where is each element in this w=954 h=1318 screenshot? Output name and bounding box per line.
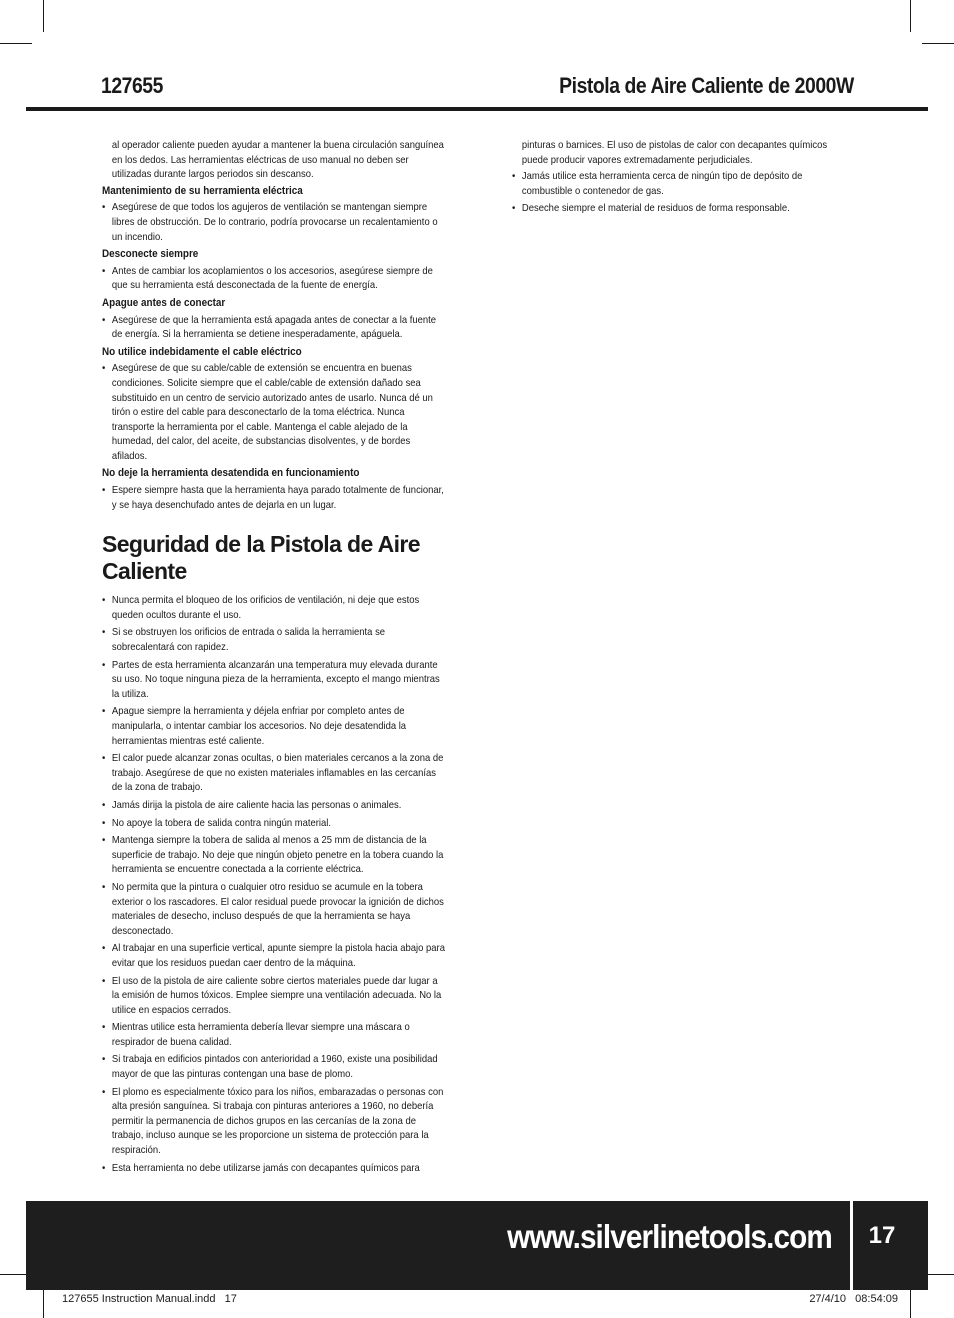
bullet-icon: • [102,313,106,326]
bullet-icon: • [102,974,106,987]
bullet-icon: • [102,1161,106,1174]
list-item: • Jamás utilice esta herramienta cerca de ningún tipo de depósito de combustible o contenedor de gas. [512,170,803,197]
subsection-heading: No utilice indebidamente el cable eléctrico [102,345,302,358]
slug-date: 27/4/10 08:54:09 [809,1293,898,1305]
list-item: • Antes de cambiar los acoplamientos o los accesorios, asegúrese siempre de que su herramienta está desconectada de la fuente de energía. [102,264,433,292]
crop-mark [910,0,911,32]
bullet-icon: • [102,752,106,765]
bullet-icon: • [102,834,106,847]
list-item: • Deseche siempre el material de residuos de forma responsable. [512,202,790,215]
list-item: • El calor puede alcanzar zonas ocultas, o bien materiales cercanos a la zona de trabajo. Asegúrese de que no existen materiales inflamables en las cercanías de la zona de trabajo. [102,752,444,794]
crop-mark [922,43,954,44]
intro-continuation: al operador caliente pueden ayudar a mantener la buena circulación sanguínea en los dedos. Las herramientas eléctricas de uso manual no deben ser utilizadas durante largos periodos sin descanso. [111,139,444,181]
slug-file-info: 127655 Instruction Manual.indd 17 [62,1293,237,1305]
list-item: • Asegúrese de que todos los agujeros de ventilación se mantengan siempre libres de obstrucción. De lo contrario, podría provocarse un recalentamiento o un incendio. [102,201,438,243]
list-item: • Si trabaja en edificios pintados con anterioridad a 1960, existe una posibilidad mayor de que las pinturas contengan una base de plomo. [102,1053,438,1081]
subsection-heading: Mantenimiento de su herramienta eléctrica [102,184,303,197]
bullet-icon: • [102,264,106,277]
list-item: • Nunca permita el bloqueo de los orificios de ventilación, ni deje que estos queden ocultos durante el uso. [102,594,420,621]
header-rule [26,107,928,111]
crop-mark [43,1286,44,1318]
bullet-icon: • [512,170,516,183]
bullet-icon: • [102,942,106,955]
subsection-heading: No deje la herramienta desatendida en funcionamiento [102,467,360,480]
product-code: 127655 [101,73,163,98]
page-title: Pistola de Aire Caliente de 2000W [559,73,854,98]
bullet-icon: • [102,1085,106,1098]
subsection-heading: Apague antes de conectar [102,296,226,309]
list-item: • Apague siempre la herramienta y déjela enfriar por completo antes de manipularla, o intentar cambiar los accesorios. No deje desatendida la herramientas mientras esté caliente. [102,705,407,747]
list-item: • Espere siempre hasta que la herramienta haya parado totalmente de funcionar, y se haya desenchufado antes de dejarla en un lugar. [102,484,444,511]
list-item: • Al trabajar en una superficie vertical, apunte siempre la pistola hacia abajo para evitar que los residuos puedan caer dentro de la máquina. [102,942,445,969]
crop-mark [0,43,32,44]
bullet-list [102,264,447,293]
bullet-icon: • [102,201,106,214]
list-item: • Jamás dirija la pistola de aire caliente hacia las personas o animales. [102,798,402,811]
page-number: 17 [868,1222,896,1249]
bullet-icon: • [102,1053,106,1066]
subsection-heading: Desconecte siempre [102,248,199,261]
bullet-list [102,483,447,512]
bullet-icon: • [512,202,516,215]
section-title: Seguridad de la Pistola de Aire Caliente [102,531,420,585]
bullet-icon: • [102,658,106,671]
bullet-icon: • [102,484,106,497]
bullet-list [512,169,852,216]
crop-mark [43,0,44,32]
bullet-icon: • [102,626,106,639]
bullet-icon: • [102,594,106,607]
right-column [512,138,852,219]
list-item: • Si se obstruyen los orificios de entrada o salida la herramienta se sobrecalentará con rapidez. [102,626,386,654]
safety-bullet-list [102,593,447,1175]
list-item: • No apoye la tobera de salida contra ningún material. [102,816,331,829]
bullet-icon: • [102,816,106,829]
crop-mark [910,1286,911,1318]
bullet-icon: • [102,705,106,718]
list-item: • Esta herramienta no debe utilizarse jamás con decapantes químicos para [102,1161,420,1174]
list-item: • Mientras utilice esta herramienta debería llevar siempre una máscara o respirador de buena calidad. [102,1021,410,1048]
bullet-icon: • [102,880,106,893]
list-item: • Asegúrese de que su cable/cable de extensión se encuentra en buenas condiciones. Solicite siempre que el cable/cable de extensión dañado sea substituido en un centro de servicio autorizado antes de usarlo. Nunca dé un tirón o estire del cable para desconectarlo de la toma eléctrica. Nunca transporte la herramienta por el cable. Mantenga el cable alejado de la humedad, del calor, del aceite, de substancias disolventes, y de bordes afilados. [102,362,433,462]
list-item: • El plomo es especialmente tóxico para los niños, embarazadas o personas con alta presión sanguínea. Si trabaja con pinturas anteriores a 1960, no debería permitir la permanencia de dichos grupos en las cercanías de la zona de trabajo, incluso aunque se les proporcione un sistema de protección para la respiración. [102,1085,444,1157]
list-item: • Asegúrese de que la herramienta está apagada antes de conectar a la fuente de energía. Si la herramienta se detiene inesperadamente, apáguela. [102,313,437,341]
bullet-list [102,313,447,342]
bullet-list [102,361,447,463]
list-item: • Mantenga siempre la tobera de salida al menos a 25 mm de distancia de la superficie de trabajo. No deje que ningún objeto penetre en la tobera cuando la herramienta se encuentre conectada a la corriente eléctrica. [102,834,444,876]
right-continuation: pinturas o barnices. El uso de pistolas de calor con decapantes químicos puede producir vapores extremadamente perjudiciales. [521,139,828,166]
left-column [102,138,447,1178]
bullet-icon: • [102,798,106,811]
website-link[interactable]: www.silverlinetools.com [507,1218,832,1255]
list-item: • No permita que la pintura o cualquier otro residuo se acumule en la tobera exterior o los rascadores. El calor residual puede provocar la ignición de dichos materiales de desecho, incluso después de que la herramienta se haya desconectado. [102,880,444,937]
list-item: • El uso de la pistola de aire caliente sobre ciertos materiales puede dar lugar a la emisión de humos tóxicos. Emplee siempre una ventilación adecuada. No la utilice en espacios cerrados. [102,974,442,1016]
bullet-list [102,200,447,244]
bullet-icon: • [102,1021,106,1034]
bullet-icon: • [102,362,106,375]
list-item: • Partes de esta herramienta alcanzarán una temperatura muy elevada durante su uso. No toque ninguna pieza de la herramienta, excepto el mango mientras la utiliza. [102,658,440,700]
